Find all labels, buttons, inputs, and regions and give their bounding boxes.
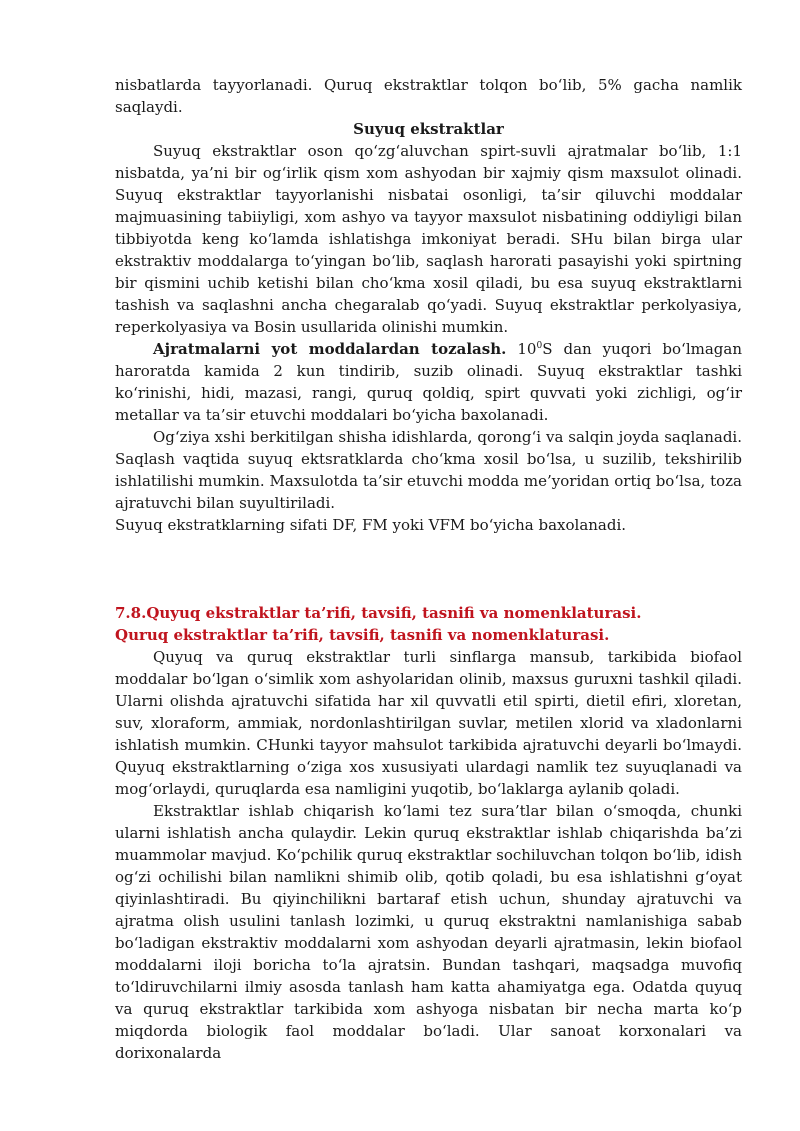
- paragraph-storage: Og‘ziya xshi berkitilgan shisha idishlarda, qorong‘i va salqin joyda saqlanadi. Saqlash vaqtida suyuq ektsratklarda cho‘kma xosil bo‘lsa, u suzilib, tekshirilib ishlatilishi mumkin. Maxsulotda ta’sir etuvchi modda me’yoridan ortiq bo‘lsa, toza ajratuvchi bilan suyultiriladi.: [115, 428, 742, 512]
- heading-liquid-extracts: Suyuq ekstraktlar: [353, 120, 504, 138]
- section-heading-dry: Quruq ekstraktlar ta’rifi, tavsifi, tasnifi va nomenklaturasi.: [115, 626, 610, 644]
- paragraph-quality: Suyuq ekstratklarning sifati DF, FM yoki VFM bo‘yicha baxolanadi.: [115, 516, 627, 534]
- temperature-superscript: 0: [536, 341, 543, 351]
- paragraph-cleaning: [115, 338, 742, 426]
- temperature-number: 10: [517, 340, 537, 358]
- paragraph-intro: nisbatlarda tayyorlanadi. Quruq ekstraktlar tolqon bo‘lib, 5% gacha namlik saqlaydi.: [115, 76, 742, 116]
- section-heading-thick: 7.8.Quyuq ekstraktlar ta’rifi, tavsifi, tasnifi va nomenklaturasi.: [115, 604, 642, 622]
- paragraph-liquid-extracts: Suyuq ekstraktlar oson qo‘zg‘aluvchan spirt-suvli ajratmalar bo‘lib, 1:1 nisbatda, ya’ni bir og‘irlik qism xom ashyodan bir xajmiy qism maxsulot olinadi. Suyuq ekstraktlar tayyorlanishi nisbatai osonligi, ta’sir qiluvchi moddalar majmuasining tabiiyligi, xom ashyo va tayyor maxsulot nisbatining oddiyligi bilan tibbiyotda keng ko‘lamda ishlatishga imkoniyat beradi. SHu bilan birga ular ekstraktiv moddalarga to‘yingan bo‘lib, saqlash harorati pasayishi yoki spirtning bir qismini uchib ketishi bilan cho‘kma xosil qiladi, bu esa suyuq ekstraktlarni tashish va saqlashni ancha chegaralab qo‘yadi. Suyuq ekstraktlar perkolyasiya, reperkolyasiya va Bosin usullarida olinishi mumkin.: [115, 142, 742, 336]
- paragraph-thick-dry: Quyuq va quruq ekstraktlar turli sinflarga mansub, tarkibida biofaol moddalar bo‘lgan o‘simlik xom ashyolaridan olinib, maxsus guruxni tashkil qiladi. Ularni olishda ajratuvchi sifatida har xil quvvatli etil spirti, dietil efiri, xloretan, suv, xloraform, ammiak, nordonlashtirilgan suvlar, metilen xlorid va xladonlarni ishlatish mumkin. CHunki tayyor mahsulot tarkibida ajratuvchi deyarli bo‘lmaydi. Quyuq ekstraktlarning o‘ziga xos xususiyati ulardagi namlik tez suyuqlanadi va mog‘orlaydi, quruqlarda esa namligini yuqotib, bo‘laklarga aylanib qoladi.: [115, 648, 742, 798]
- section-gap: [115, 536, 742, 602]
- cleaning-text: S dan yuqori bo‘lmagan haroratda kamida 2 kun tindirib, suzib olinadi. Suyuq ekstraktlar tashki ko‘rinishi, hidi, mazasi, rangi, quruq qoldiq, spirt quvvati yoki zichligi, og‘ir metallar va ta’sir etuvchi moddalari bo‘yicha baxolanadi.: [115, 340, 742, 424]
- paragraph-production: Ekstraktlar ishlab chiqarish ko‘lami tez sura’tlar bilan o‘smoqda, chunki ularni ishlatish ancha qulaydir. Lekin quruq ekstraktlar ishlab chiqarishda ba’zi muammolar mavjud. Ko‘pchilik quruq ekstraktlar sochiluvchan tolqon bo‘lib, idish og‘zi ochilishi bilan namlikni shimib olib, qotib qoladi, bu esa ishlatishni g‘oyat qiyinlashtiradi. Bu qiyinchilikni bartaraf etish uchun, shunday ajratuvchi va ajratma olish usulini tanlash lozimki, u quruq ekstraktni namlanishiga sabab bo‘ladigan ekstraktiv moddalarni xom ashyodan deyarli ajratmasin, lekin biofaol moddalarni iloji boricha to‘la ajratsin. Bundan tashqari, maqsadga muvofiq to‘ldiruvchilarni ilmiy asosda tanlash ham katta ahamiyatga ega. Odatda quyuq va quruq ekstraktlar tarkibida xom ashyoga nisbatan bir necha marta ko‘p miqdorda biologik faol moddalar bo‘ladi. Ular sanoat korxonalari va dorixonalarda: [115, 802, 742, 1062]
- cleaning-bold-lead: Ajratmalarni yot moddalardan tozalash.: [153, 340, 507, 358]
